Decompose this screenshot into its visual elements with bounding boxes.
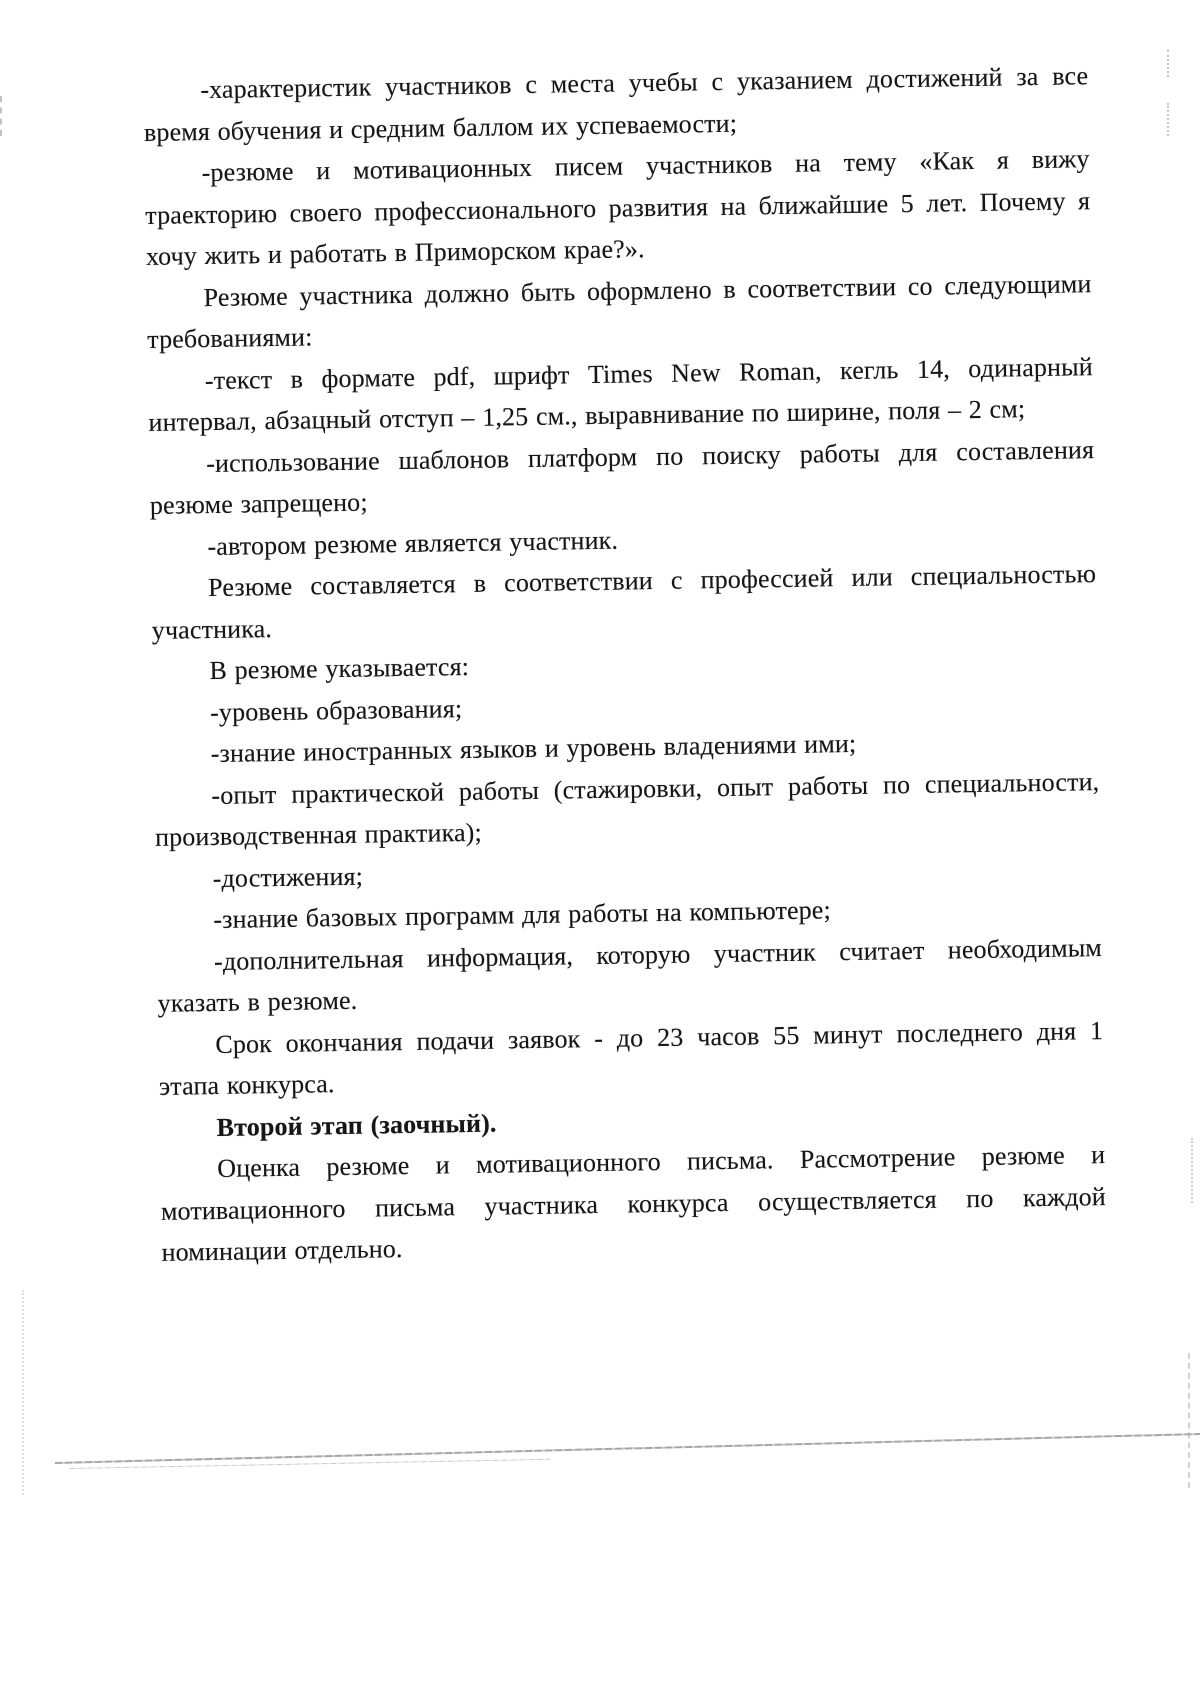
text-line: резюме запрещено; <box>149 487 368 520</box>
text-line: указать в резюме. <box>157 985 358 1018</box>
text-line: -опыт практической работы (стажировки, опыт работы по специальности, <box>211 766 1100 810</box>
text-line: -достижения; <box>212 861 364 893</box>
text-line: -дополнительная информация, которую участник считает необходимым <box>213 932 1103 976</box>
scan-artifact-bottom-line <box>55 1433 1200 1464</box>
text-line: мотивационного письма участника конкурса осуществляется по каждой <box>160 1181 1107 1226</box>
text-line: -уровень образования; <box>209 693 463 727</box>
scan-artifact-left-edge-top <box>0 96 2 136</box>
text-line: Оценка резюме и мотивационного письма. Рассмотрение резюме и <box>217 1140 1106 1183</box>
text-line: Резюме участника должно быть оформлено в соответствии со следующими <box>203 268 1092 312</box>
text-line: -резюме и мотивационных писем участников на тему «Как я вижу <box>201 144 1090 188</box>
document-text-block <box>143 55 1107 1273</box>
text-line: этапа конкурса. <box>158 1069 335 1101</box>
scan-artifact-right-edge-top-a <box>1167 50 1169 77</box>
text-line: -характеристик участников с места учебы с указанием достижений за все <box>200 61 1089 105</box>
text-line: В резюме указывается: <box>209 651 470 686</box>
text-line: время обучения и средним баллом их успеваемости; <box>143 108 738 147</box>
text-line: -использование шаблонов платформ по поиску работы для составления <box>205 434 1095 478</box>
scan-artifact-right-edge-top-b <box>1167 103 1169 136</box>
text-line: интервал, абзацный отступ – 1,25 см., выравнивание по ширине, поля – 2 см; <box>148 394 1026 437</box>
scan-artifact-right-edge-bottom <box>1188 1353 1190 1488</box>
section-heading-second-stage: Второй этап (заочный). <box>216 1108 497 1142</box>
text-line: Резюме составляется в соответствии с профессией или специальностью <box>207 559 1097 603</box>
scan-artifact-bottom-line-echo <box>70 1459 550 1469</box>
text-line: -знание базовых программ для работы на компьютере; <box>213 895 832 934</box>
text-line: -текст в формате pdf, шрифт Times New Roman, кегль 14, одинарный <box>204 351 1093 395</box>
text-line: траекторию своего профессионального развития на ближайшие 5 лет. Почему я <box>145 185 1091 230</box>
text-line: -автором резюме является участник. <box>207 525 619 561</box>
scan-artifact-left-edge-bottom <box>22 1290 24 1495</box>
text-line: участника. <box>151 613 273 645</box>
text-line: производственная практика); <box>154 817 483 852</box>
text-line: номинации отдельно. <box>161 1234 403 1267</box>
text-line: требованиями: <box>147 322 313 354</box>
text-line: хочу жить и работать в Приморском крае?». <box>145 234 645 271</box>
scan-artifact-right-edge-middle <box>1191 1138 1193 1203</box>
text-line: Срок окончания подачи заявок - до 23 часов 55 минут последнего дня 1 <box>215 1015 1104 1059</box>
text-line: -знание иностранных языков и уровень владениями ими; <box>210 728 857 769</box>
